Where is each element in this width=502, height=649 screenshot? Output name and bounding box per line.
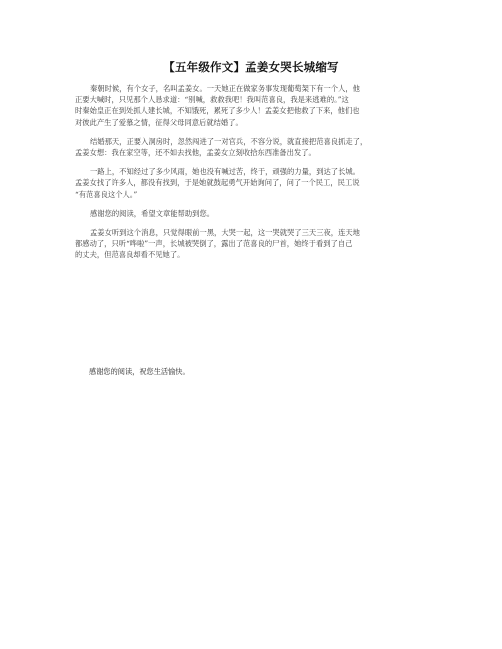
paragraph-3 (75, 166, 435, 200)
paragraph-line: 都感动了，只听“哗啦”一声，长城被哭倒了，露出了范喜良的尸首，她终于看到了自己 (75, 239, 353, 249)
paragraph-line: 秦朝时候，有个女子，名叫孟姜女。一天她正在做家务事发现葡萄架下有一个人，他 (90, 84, 360, 93)
paragraph-4 (75, 208, 435, 219)
paragraph-line: 感谢您的阅读，希望文章能帮助到您。 (90, 208, 215, 218)
paragraph-line: 对彼此产生了爱慕之情，征得父母同意后就结婚了。 (75, 117, 243, 127)
paragraph-line: 正要大喊时，只见那个人恳求道：“别喊，救救我吧！我叫范喜良，我是来逃难的。”这 (75, 95, 349, 105)
document-title: 【五年级作文】孟姜女哭长城缩写 (163, 60, 339, 74)
paragraph-1 (75, 83, 435, 128)
document-body (75, 83, 435, 268)
paragraph-line: 孟姜女找了许多人，都没有找到，于是她就鼓起勇气开始询问了，问了一个民工，民工说 (75, 178, 360, 188)
closing-note: 感谢您的阅读，祝您生活愉快。 (89, 367, 190, 376)
paragraph-line: 时秦始皇正在到处抓人建长城，不知饿死，累死了多少人！孟姜女把他救了下来，他们也 (75, 106, 360, 116)
paragraph-line: “有范喜良这个人。” (75, 189, 138, 199)
paragraph-line: 结婚那天，正要入洞房时，忽然闯进了一对官兵，不容分说，就直接把范喜良抓走了， (90, 136, 368, 146)
paragraph-2 (75, 136, 435, 158)
paragraph-line: 孟姜女听到这个消息，只觉得眼前一黑，大哭一起，这一哭就哭了三天三夜，连天地 (90, 227, 360, 237)
paragraph-line: 的丈夫，但范喜良却看不见她了。 (75, 250, 185, 260)
paragraph-line: 一路上，不知经过了多少风雨，她也没有喊过苦，终于，顽强的力量，到达了长城。 (90, 167, 360, 177)
paragraph-line: 孟姜女想：我在家空等，还不如去找他，孟姜女立刻收拾东西准备出发了。 (75, 147, 316, 157)
paragraph-5 (75, 227, 435, 261)
